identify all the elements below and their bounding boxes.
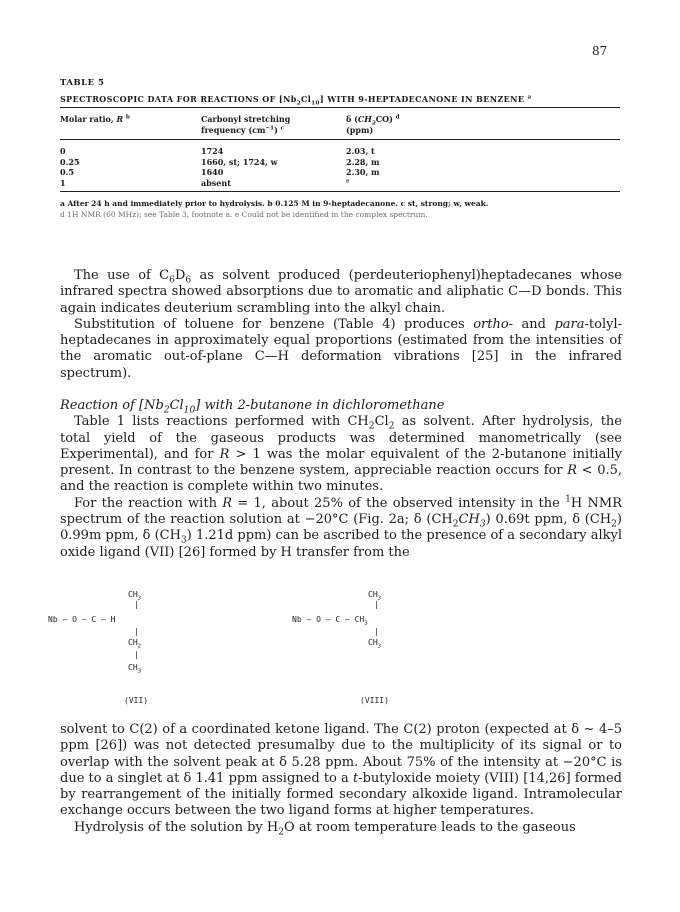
table-footnotes [60,198,620,220]
paragraph: solvent to C(2) of a coordinated ketone ligand. The C(2) proton (expected at δ ~ 4–5 ppm [26]) was not detected presumalby due to the multiplicity of its signal or to overlap with the solvent peak at δ 5.28 ppm. About 75% of the intensity at −20°C is due to a singlet at δ 1.41 ppm assigned to a t-butyloxide moiety (VIII) [14,26] formed by rearrangement of the initially formed secondary alkoxide ligand. Intramolecular exchange occurs between the two ligand forms at higher temperatures. [60,722,622,819]
header-molar-ratio: Molar ratio, R $^b$ [60,114,130,124]
bond: | [134,627,139,636]
struct-vii-ch3-bottom: $CH_3$ [128,663,142,675]
footnote-line: d 1H NMR (60 MHz); see Table 3, footnote a. e Could not be identified in the complex spectrum. [60,210,428,219]
struct-vii-chain: Nb — O — C — H [48,615,116,624]
chemical-structures [40,590,560,720]
struct-vii-ch2: $CH_2$ [128,638,142,650]
page-number: 87 [592,44,608,58]
struct-viii-ch3-bottom: $CH_3$ [368,638,382,650]
header-carbonyl: Carbonyl stretching frequency $(cm^{-1})$ $^c$ [201,114,291,135]
table-header [60,114,620,136]
structure-label-vii: (VII) [124,696,149,705]
bond: | [134,600,139,609]
table-row: 1 absent $^e$ [60,177,350,188]
table-header-rule [60,139,620,140]
struct-viii-chain: Nb — O — C — $CH_3$ [292,615,368,627]
body-text-bottom [60,722,622,836]
footnote-line: a After 24 h and immediately prior to hydrolysis. b 0.125 M in 9-heptadecanone. c st, strong; w, weak. [60,199,489,208]
paragraph: Hydrolysis of the solution by $H_2O$ at room temperature leads to the gaseous [74,819,576,838]
section-heading: Reaction of $[Nb_2Cl_{10}]$ with 2-butanone in dichloromethane [60,398,445,416]
section [60,398,622,561]
table-label: TABLE 5 [60,78,105,88]
body-text-top [60,268,622,382]
table-top-rule [60,107,620,108]
paragraph: Table 1 lists reactions performed with $CH_2Cl_2$ as solvent. After hydrolysis, the total yield of the gaseous products was determined manometrically (see Experimental), and for R > 1 was the molar equivalent of the 2-butanone initially present. In contrast to the benzene system, appreciable reaction occurs for R < 0.5, and the reaction is complete within two minutes. [60,414,622,495]
table-row: 0.25 1660, st; 1724, w 2.28, m [60,156,380,167]
paragraph: Substitution of toluene for benzene (Table 4) produces ortho- and para-tolyl-heptadecanes in approximately equal proportions (estimated from the intensities of the aromatic out-of-plane C—H deformation vibrations [25] in the infrared spectrum). [60,316,622,381]
table-body [60,146,620,188]
table-5 [60,78,620,220]
struct-vii-ch3-top: $CH_3$ [128,590,142,602]
structure-label-viii: (VIII) [360,696,389,705]
struct-viii-ch3-top: $CH_3$ [368,590,382,602]
paragraph: For the reaction with R = 1, about 25% of the observed intensity in the $^1$H NMR spectrum of the reaction solution at −20°C (Fig. 2a; δ $(CH_2CH_3)$ 0.69t ppm, δ $(CH_2)$ 0.99m ppm, δ $(CH_3)$ 1.21d ppm) can be ascribed to the presence of a secondary alkyl oxide ligand (VII) [26] formed by H transfer from the [60,494,623,560]
bond: | [374,627,379,636]
paragraph: The use of $C_6D_6$ as solvent produced (perdeuteriophenyl)heptadecanes whose infrared spectra showed absorptions due to aromatic and aliphatic C—D bonds. This again indicates deuterium scrambling into the alkyl chain. [60,268,622,316]
table-row: 0.5 1640 2.30, m [60,167,380,177]
table-title: SPECTROSCOPIC DATA FOR REACTIONS OF $[Nb_2Cl_{10}]$ WITH 9-HEPTADECANONE IN BENZENE $^a$ [60,94,532,107]
table-bottom-rule [60,191,620,192]
header-delta: δ $(CH_2CO)$ $^d$ (ppm) [346,114,400,135]
table-row: 0 1724 2.03, t [60,146,375,156]
bond: | [134,650,139,659]
bond: | [374,600,379,609]
